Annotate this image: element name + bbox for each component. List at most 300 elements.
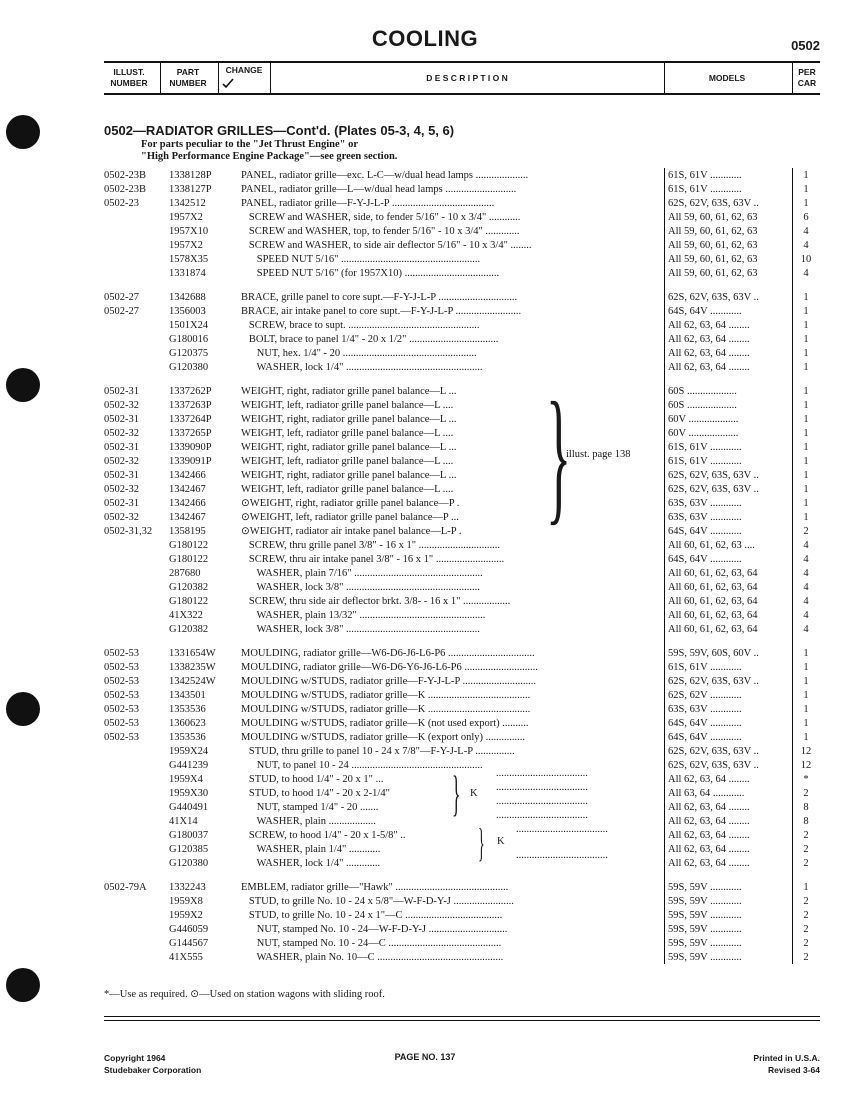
header-models: MODELS	[708, 72, 746, 83]
models: All 62, 63, 64 ........	[668, 348, 750, 359]
description: SCREW, thru air intake panel 3/8" - 16 x 1" ..........................	[241, 554, 505, 565]
description: BRACE, grille panel to core supt.—F-Y-J-L-P ..............................	[241, 292, 518, 303]
table-row	[104, 225, 820, 239]
illus-number: 0502-31,32	[104, 526, 153, 537]
table-row	[104, 183, 820, 197]
models: 62S, 62V, 63S, 63V ..	[668, 676, 759, 687]
leader-dots: ...................................	[496, 768, 588, 779]
description: NUT, to panel 10 - 24 ..................................................	[241, 760, 483, 771]
per-car: 1	[803, 198, 809, 209]
illus-number: 0502-53	[104, 704, 139, 715]
table-row	[104, 239, 820, 253]
illus-number: 0502-32	[104, 400, 139, 411]
description: SCREW and WASHER, to side air deflector 5/16" - 10 x 3/4" ........	[241, 240, 532, 251]
table-row	[104, 169, 820, 183]
per-car: 8	[803, 816, 809, 827]
part-number: 1501X24	[169, 320, 209, 331]
description: PANEL, radiator grille—L—w/dual head lamps ...........................	[241, 184, 517, 195]
table-row	[104, 843, 820, 857]
models: 61S, 61V ............	[668, 662, 742, 673]
description: SCREW and WASHER, top, to fender 5/16" - 10 x 3/4" .............	[241, 226, 520, 237]
per-car: 1	[803, 334, 809, 345]
table-row	[104, 347, 820, 361]
part-number: G180037	[169, 830, 209, 841]
per-car: 1	[803, 470, 809, 481]
table-row	[104, 609, 820, 623]
description: SCREW, to hood 1/4" - 20 x 1-5/8" ..	[241, 830, 406, 841]
table-row	[104, 745, 820, 759]
per-car: 6	[803, 212, 809, 223]
per-car: 1	[803, 512, 809, 523]
part-number: G120382	[169, 624, 209, 635]
part-number: 1959X4	[169, 774, 203, 785]
part-number: 1959X8	[169, 896, 203, 907]
illus-number: 0502-53	[104, 662, 139, 673]
models: All 60, 61, 62, 63, 64	[668, 610, 758, 621]
part-number: 1337264P	[169, 414, 212, 425]
header-illust-line2: NUMBER	[110, 78, 148, 88]
models: All 59, 60, 61, 62, 63	[668, 212, 758, 223]
part-number: 1343501	[169, 690, 206, 701]
description: MOULDING w/STUDS, radiator grille—K .......................................	[241, 690, 531, 701]
part-number: 1356003	[169, 306, 206, 317]
table-row	[104, 525, 820, 539]
footer-rule	[104, 1020, 820, 1021]
models: All 59, 60, 61, 62, 63	[668, 268, 758, 279]
table-row	[104, 787, 820, 801]
table-row	[104, 801, 820, 815]
description: SCREW, thru side air deflector brkt. 3/8- - 16 x 1" ..................	[241, 596, 511, 607]
per-car: 4	[803, 268, 809, 279]
table-row	[104, 413, 820, 427]
description: NUT, hex. 1/4" - 20 ...................................................	[241, 348, 477, 359]
part-number: G180122	[169, 540, 209, 551]
description: ⊙WEIGHT, radiator air intake panel balance—L-P .	[241, 526, 462, 537]
illus-number: 0502-53	[104, 676, 139, 687]
models: All 59, 60, 61, 62, 63	[668, 226, 758, 237]
per-car: 12	[800, 746, 812, 757]
per-car: 1	[803, 170, 809, 181]
illus-number: 0502-32	[104, 512, 139, 523]
per-car: 1	[803, 184, 809, 195]
table-row	[104, 441, 820, 455]
header-description: D E S C R I P T I O N	[426, 72, 508, 83]
models: 63S, 63V ............	[668, 512, 742, 523]
table-row	[104, 829, 820, 843]
part-number: 41X555	[169, 952, 203, 963]
part-number: G120380	[169, 362, 209, 373]
printed-line1: Printed in U.S.A.	[753, 1053, 820, 1063]
part-number: 1332243	[169, 882, 206, 893]
part-number: 1342524W	[169, 676, 216, 687]
per-car: 1	[803, 690, 809, 701]
part-number: G180122	[169, 596, 209, 607]
models: 60S ...................	[668, 400, 737, 411]
table-row	[104, 469, 820, 483]
per-car: 1	[803, 704, 809, 715]
per-car: 8	[803, 802, 809, 813]
part-number: 1959X24	[169, 746, 209, 757]
description: WASHER, plain No. 10—C ................................................	[241, 952, 504, 963]
models: All 62, 63, 64 ........	[668, 858, 750, 869]
models: All 62, 63, 64 ........	[668, 774, 750, 785]
per-car: 1	[803, 648, 809, 659]
table-row	[104, 361, 820, 375]
part-number: 1959X2	[169, 910, 203, 921]
per-car: 2	[803, 896, 809, 907]
part-number: 41X322	[169, 610, 203, 621]
models: 60V ...................	[668, 414, 739, 425]
models: 64S, 64V ............	[668, 306, 742, 317]
models: All 60, 61, 62, 63, 64	[668, 596, 758, 607]
part-number: 1339090P	[169, 442, 212, 453]
binder-hole	[6, 115, 40, 149]
table-row	[104, 857, 820, 871]
table-row	[104, 937, 820, 951]
illus-number: 0502-27	[104, 306, 139, 317]
per-car: 1	[803, 498, 809, 509]
models: 59S, 59V ............	[668, 938, 742, 949]
part-number: 1342466	[169, 470, 206, 481]
illus-number: 0502-53	[104, 732, 139, 743]
k-group-label: K	[497, 836, 505, 847]
per-car: 1	[803, 882, 809, 893]
copyright-line2: Studebaker Corporation	[104, 1065, 202, 1075]
checkmark-icon	[222, 78, 234, 88]
part-number: 1957X10	[169, 226, 209, 237]
description: WEIGHT, left, radiator grille panel balance—L ....	[241, 428, 454, 439]
per-car: 2	[803, 910, 809, 921]
models: 62S, 62V, 63S, 63V ..	[668, 760, 759, 771]
table-row	[104, 539, 820, 553]
per-car: 2	[803, 924, 809, 935]
k-group-label: K	[470, 788, 478, 799]
models: 61S, 61V ............	[668, 456, 742, 467]
section-note: For parts peculiar to the "Jet Thrust Engine" or	[141, 139, 358, 150]
table-row	[104, 483, 820, 497]
table-row	[104, 305, 820, 319]
printed-line2: Revised 3-64	[768, 1065, 820, 1075]
table-row	[104, 923, 820, 937]
models: All 60, 61, 62, 63 ....	[668, 540, 755, 551]
description: WASHER, lock 3/8" ...................................................	[241, 624, 480, 635]
illus-number: 0502-31	[104, 414, 139, 425]
per-car: 2	[803, 844, 809, 855]
per-car: 1	[803, 306, 809, 317]
description: STUD, to grille No. 10 - 24 x 5/8"—W-F-D-Y-J .......................	[241, 896, 514, 907]
header-part-line2: NUMBER	[169, 78, 207, 88]
description: NUT, stamped No. 10 - 24—C ...........................................	[241, 938, 502, 949]
description: ⊙WEIGHT, right, radiator grille panel balance—P .	[241, 498, 460, 509]
description: WASHER, plain 13/32" ................................................	[241, 610, 486, 621]
description: WEIGHT, right, radiator grille panel balance—L ...	[241, 470, 457, 481]
models: 62S, 62V, 63S, 63V ..	[668, 292, 759, 303]
print-info	[753, 1052, 820, 1076]
divider	[664, 63, 665, 93]
description: MOULDING w/STUDS, radiator grille—F-Y-J-L-P ............................	[241, 676, 537, 687]
per-car: 1	[803, 320, 809, 331]
models: 61S, 61V ............	[668, 184, 742, 195]
description: WEIGHT, left, radiator grille panel balance—L ....	[241, 484, 454, 495]
part-number: 1959X30	[169, 788, 209, 799]
part-number: 1957X2	[169, 212, 203, 223]
per-car: 4	[803, 226, 809, 237]
header-per-line1: PER	[798, 67, 816, 77]
description: SCREW, brace to supt. ..................................................	[241, 320, 480, 331]
models: All 62, 63, 64 ........	[668, 816, 750, 827]
table-row	[104, 689, 820, 703]
part-number: G120385	[169, 844, 209, 855]
per-car: 1	[803, 732, 809, 743]
part-number: 287680	[169, 568, 201, 579]
models: 59S, 59V ............	[668, 882, 742, 893]
illus-number: 0502-31	[104, 386, 139, 397]
part-number: 1360623	[169, 718, 206, 729]
models: 64S, 64V ............	[668, 526, 742, 537]
models: 61S, 61V ............	[668, 442, 742, 453]
models: All 62, 63, 64 ........	[668, 830, 750, 841]
description: ⊙WEIGHT, left, radiator grille panel balance—P ...	[241, 512, 459, 523]
description: BOLT, brace to panel 1/4" - 20 x 1/2" ..................................	[241, 334, 499, 345]
table-row	[104, 717, 820, 731]
description: STUD, to hood 1/4" - 20 x 1" ...	[241, 774, 384, 785]
table-row	[104, 773, 820, 787]
part-number: G441239	[169, 760, 209, 771]
part-number: 1358195	[169, 526, 206, 537]
illus-number: 0502-53	[104, 690, 139, 701]
part-number: 1353536	[169, 732, 206, 743]
description: EMBLEM, radiator grille—"Hawk" ...........................................	[241, 882, 509, 893]
per-car: 2	[803, 788, 809, 799]
part-number: 1331654W	[169, 648, 216, 659]
models: 60S ...................	[668, 386, 737, 397]
description: NUT, stamped 1/4" - 20 .......	[241, 802, 379, 813]
per-car: 1	[803, 718, 809, 729]
per-car: 1	[803, 428, 809, 439]
description: PANEL, radiator grille—exc. L-C—w/dual head lamps ....................	[241, 170, 529, 181]
leader-dots: ...................................	[496, 796, 588, 807]
table-row	[104, 647, 820, 661]
group-brace: }	[478, 820, 485, 865]
header-per-car	[794, 63, 820, 93]
part-number: 1338127P	[169, 184, 212, 195]
description: WASHER, plain ..................	[241, 816, 376, 827]
description: WASHER, lock 3/8" ...................................................	[241, 582, 480, 593]
part-number: 1342467	[169, 484, 206, 495]
models: 63S, 63V ............	[668, 704, 742, 715]
description: SCREW and WASHER, side, to fender 5/16" - 10 x 3/4" ............	[241, 212, 521, 223]
models: 62S, 62V, 63S, 63V ..	[668, 746, 759, 757]
leader-dots: ...................................	[496, 810, 588, 821]
per-car: 4	[803, 582, 809, 593]
description: SPEED NUT 5/16" .....................................................	[241, 254, 481, 265]
header-change: CHANGE	[225, 65, 263, 75]
description: MOULDING, radiator grille—W6-D6-J6-L6-P6 .................................	[241, 648, 535, 659]
binder-hole	[6, 968, 40, 1002]
illus-number: 0502-31	[104, 470, 139, 481]
models: All 59, 60, 61, 62, 63	[668, 240, 758, 251]
models: 62S, 62V, 63S, 63V ..	[668, 470, 759, 481]
illus-number: 0502-53	[104, 718, 139, 729]
models: All 62, 63, 64 ........	[668, 320, 750, 331]
header-illust-line1: ILLUST.	[113, 67, 145, 77]
description: WEIGHT, right, radiator grille panel balance—L ...	[241, 442, 457, 453]
table-row	[104, 881, 820, 895]
per-car: *	[803, 774, 809, 785]
part-number: G120380	[169, 858, 209, 869]
per-car: 4	[803, 610, 809, 621]
table-row	[104, 675, 820, 689]
models: 64S, 64V ............	[668, 732, 742, 743]
leader-dots: ...................................	[516, 824, 608, 835]
per-car: 1	[803, 292, 809, 303]
part-number: G120375	[169, 348, 209, 359]
description: WEIGHT, right, radiator grille panel balance—L ...	[241, 414, 457, 425]
table-row	[104, 661, 820, 675]
description: WASHER, lock 1/4" .............	[241, 858, 381, 869]
description: STUD, to hood 1/4" - 20 x 2-1/4"	[241, 788, 390, 799]
illus-number: 0502-23B	[104, 170, 146, 181]
part-number: 1342467	[169, 512, 206, 523]
illus-number: 0502-23B	[104, 184, 146, 195]
header-part	[162, 63, 214, 93]
leader-dots: ...................................	[496, 782, 588, 793]
illus-number: 0502-53	[104, 648, 139, 659]
description: WASHER, lock 1/4" ....................................................	[241, 362, 483, 373]
section-note: "High Performance Engine Package"—see green section.	[141, 151, 398, 162]
models: All 59, 60, 61, 62, 63	[668, 254, 758, 265]
per-car: 2	[803, 830, 809, 841]
section-number: 0502	[791, 38, 820, 53]
part-number: 1338128P	[169, 170, 212, 181]
models: All 62, 63, 64 ........	[668, 334, 750, 345]
table-row	[104, 385, 820, 399]
header-per-line2: CAR	[797, 78, 817, 88]
divider	[792, 63, 793, 93]
part-number: 1342512	[169, 198, 206, 209]
table-row	[104, 623, 820, 637]
per-car: 1	[803, 400, 809, 411]
header-part-line1: PART	[176, 67, 200, 77]
table-row	[104, 909, 820, 923]
table-row	[104, 595, 820, 609]
per-car: 10	[800, 254, 812, 265]
description: SCREW, thru grille panel 3/8" - 16 x 1" ...............................	[241, 540, 501, 551]
part-number: G144567	[169, 938, 209, 949]
illus-number: 0502-32	[104, 484, 139, 495]
description: MOULDING w/STUDS, radiator grille—K (not used export) ..........	[241, 718, 529, 729]
weight-group-reference: illust. page 138	[566, 449, 631, 460]
illus-number: 0502-23	[104, 198, 139, 209]
table-row	[104, 211, 820, 225]
table-row	[104, 333, 820, 347]
column-header	[104, 61, 820, 95]
per-car: 1	[803, 484, 809, 495]
part-number: 1342688	[169, 292, 206, 303]
page-title: COOLING	[371, 26, 479, 51]
group-brace: }	[452, 765, 461, 821]
per-car: 4	[803, 554, 809, 565]
per-car: 4	[803, 540, 809, 551]
table-row	[104, 581, 820, 595]
table-row	[104, 951, 820, 965]
table-row	[104, 291, 820, 305]
footnote: *—Use as required. ⊙—Used on station wagons with sliding roof.	[104, 989, 385, 1000]
table-row	[104, 567, 820, 581]
models: 62S, 62V, 63S, 63V ..	[668, 484, 759, 495]
models: 61S, 61V ............	[668, 170, 742, 181]
table-row	[104, 197, 820, 211]
per-car: 1	[803, 662, 809, 673]
per-car: 4	[803, 568, 809, 579]
description: STUD, to grille No. 10 - 24 x 1"—C .....................................	[241, 910, 503, 921]
models: 64S, 64V ............	[668, 554, 742, 565]
description: MOULDING w/STUDS, radiator grille—K .......................................	[241, 704, 531, 715]
part-number: 1342466	[169, 498, 206, 509]
part-number: 1353536	[169, 704, 206, 715]
part-number: 1331874	[169, 268, 206, 279]
part-number: G446059	[169, 924, 209, 935]
copyright-line1: Copyright 1964	[104, 1053, 166, 1063]
models: 59S, 59V ............	[668, 952, 742, 963]
models: All 60, 61, 62, 63, 64	[668, 624, 758, 635]
models: All 62, 63, 64 ........	[668, 802, 750, 813]
illus-number: 0502-31	[104, 442, 139, 453]
description: WEIGHT, right, radiator grille panel balance—L ...	[241, 386, 457, 397]
models: 59S, 59V ............	[668, 910, 742, 921]
per-car: 1	[803, 676, 809, 687]
table-row	[104, 319, 820, 333]
models: 60V ...................	[668, 428, 739, 439]
group-brace: }	[546, 372, 572, 538]
illus-number: 0502-32	[104, 456, 139, 467]
per-car: 2	[803, 858, 809, 869]
part-number: G180016	[169, 334, 209, 345]
models: All 62, 63, 64 ........	[668, 844, 750, 855]
per-car: 1	[803, 414, 809, 425]
part-number: 1337262P	[169, 386, 212, 397]
leader-dots: ...................................	[516, 850, 608, 861]
per-car: 4	[803, 624, 809, 635]
table-row	[104, 267, 820, 281]
illus-number: 0502-31	[104, 498, 139, 509]
binder-hole	[6, 692, 40, 726]
per-car: 1	[803, 348, 809, 359]
divider	[160, 63, 161, 93]
table-row	[104, 511, 820, 525]
illus-number: 0502-79A	[104, 882, 147, 893]
models: All 60, 61, 62, 63, 64	[668, 568, 758, 579]
part-number: 1337265P	[169, 428, 212, 439]
per-car: 1	[803, 362, 809, 373]
models: 59S, 59V ............	[668, 924, 742, 935]
per-car: 4	[803, 596, 809, 607]
description: WEIGHT, left, radiator grille panel balance—L ....	[241, 456, 454, 467]
per-car: 1	[803, 386, 809, 397]
models: 62S, 62V, 63S, 63V ..	[668, 198, 759, 209]
illus-number: 0502-27	[104, 292, 139, 303]
description: STUD, thru grille to panel 10 - 24 x 7/8"—F-Y-J-L-P ...............	[241, 746, 515, 757]
per-car: 4	[803, 240, 809, 251]
table-row	[104, 731, 820, 745]
table-row	[104, 759, 820, 773]
table-row	[104, 455, 820, 469]
description: WEIGHT, left, radiator grille panel balance—L ....	[241, 400, 454, 411]
table-row	[104, 895, 820, 909]
part-number: 1339091P	[169, 456, 212, 467]
per-car: 2	[803, 938, 809, 949]
table-row	[104, 703, 820, 717]
